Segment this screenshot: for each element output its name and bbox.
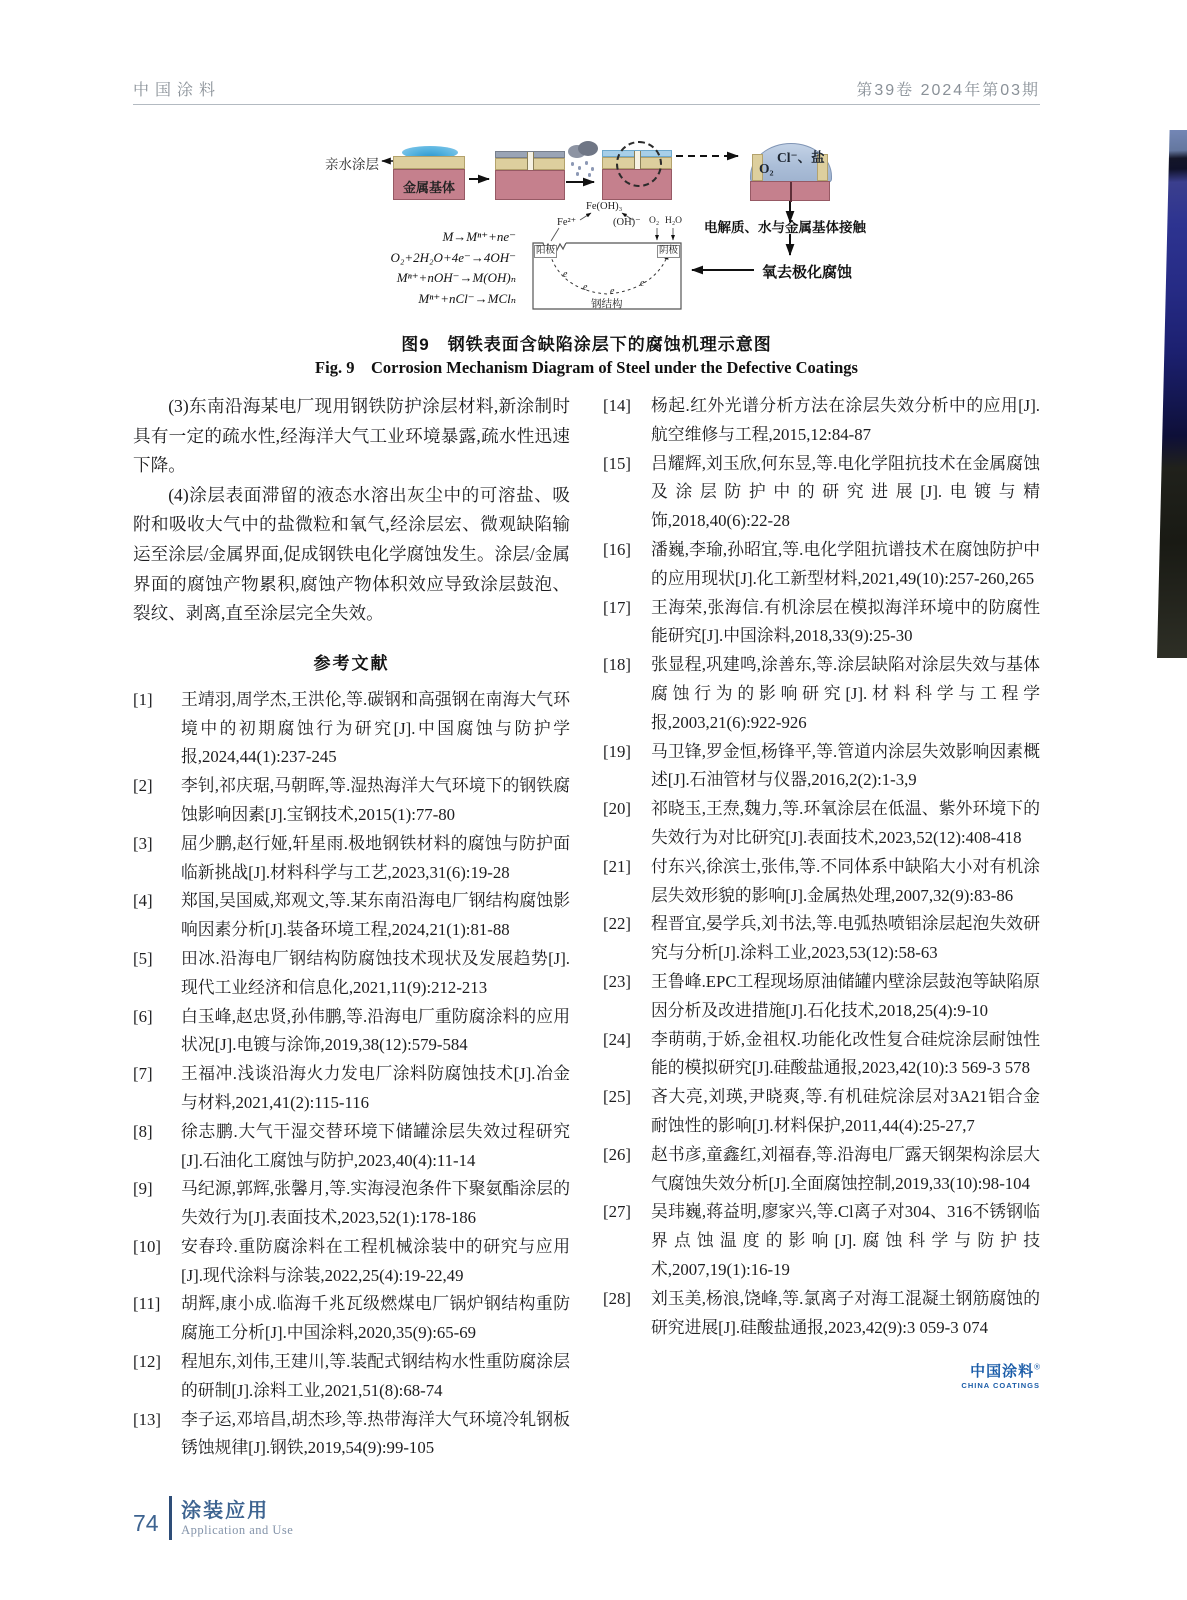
reference-number: [17] xyxy=(603,597,631,617)
reference-text: 张显程,巩建鸣,涂善东,等.涂层缺陷对涂层失效与基体腐蚀行为的影响研究[J].材料科学与工程学报,2003,21(6):922-926 xyxy=(651,655,1040,732)
fe-oh3-label: Fe(OH)₃ xyxy=(586,201,623,212)
right-column xyxy=(603,392,1040,1463)
issue-info: 第39卷 2024年第03期 xyxy=(856,82,1040,99)
reference-text: 胡辉,康小成.临海千兆瓦级燃煤电厂锅炉钢结构重防腐施工分析[J].中国涂料,2020,35(9):65-69 xyxy=(181,1294,570,1343)
fe-ion-label: Fe²⁺ xyxy=(557,217,577,228)
reference-item xyxy=(603,1198,1040,1284)
logo-text-en: CHINA COATINGS xyxy=(961,1381,1040,1391)
reference-number: [9] xyxy=(133,1179,153,1199)
metal-substrate-4 xyxy=(750,181,830,201)
two-column-body xyxy=(133,392,1040,1463)
o2-label: O₂ xyxy=(649,216,660,226)
reference-text: 马纪源,郭辉,张馨月,等.实海浸泡条件下聚氨酯涂层的失效行为[J].表面技术,2023,52(1):178-186 xyxy=(181,1179,570,1228)
reference-number: [16] xyxy=(603,539,631,559)
reference-text: 马卫锋,罗金恒,杨锋平,等.管道内涂层失效影响因素概述[J].石油管材与仪器,2016,2(2):1-3,9 xyxy=(651,741,1040,790)
cathode-label: 阴极 xyxy=(659,246,679,256)
logo-registered-mark: ® xyxy=(1034,1362,1040,1372)
reference-item xyxy=(133,686,570,772)
paragraph-4: (4)涂层表面滞留的液态水溶出灰尘中的可溶盐、吸附和吸收大气中的盐微粒和氧气,经涂层宏、微观缺陷输运至涂层/金属界面,促成钢铁电化学腐蚀发生。涂层/金属界面的腐蚀产物累积,腐蚀产物体积效应导致涂层鼓泡、裂纹、剥离,直至涂层完全失效。 xyxy=(133,484,570,624)
electron-label: e xyxy=(610,286,615,297)
reference-text: 祁晓玉,王焘,魏力,等.环氧涂层在低温、紫外环境下的失效行为对比研究[J].表面技术,2023,52(12):408-418 xyxy=(651,799,1040,847)
reference-number: [24] xyxy=(603,1029,631,1049)
reference-text: 田冰.沿海电厂钢结构防腐蚀技术现状及发展趋势[J].现代工业经济和信息化,2021,11(9):212-213 xyxy=(181,948,570,997)
reference-text: 李钊,祁庆琚,马朝晖,等.湿热海洋大气环境下的钢铁腐蚀影响因素[J].宝钢技术,2015(1):77-80 xyxy=(181,776,570,824)
section-name-en: Application and Use xyxy=(181,1522,294,1537)
reference-text: 潘巍,李瑜,孙昭宜,等.电化学阻抗谱技术在腐蚀防护中的应用现状[J].化工新型材料,2021,49(10):257-260,265 xyxy=(651,539,1040,588)
figure-caption-zh: 图9 钢铁表面含缺陷涂层下的腐蚀机理示意图 xyxy=(401,335,772,354)
figure-9-diagram xyxy=(280,128,880,328)
metal-substrate-1 xyxy=(393,169,465,200)
reference-number: [15] xyxy=(603,453,631,473)
reference-text: 王福冲.浅谈沿海火力发电厂涂料防腐蚀技术[J].冶金与材料,2021,41(2):115-116 xyxy=(181,1064,570,1112)
reference-item xyxy=(133,1290,570,1348)
reference-text: 白玉峰,赵忠贤,孙伟鹏,等.沿海电厂重防腐涂料的应用状况[J].电镀与涂饰,2019,38(12):579-584 xyxy=(181,1006,570,1055)
adjacent-page-photo-edge xyxy=(1157,130,1187,658)
reference-item xyxy=(603,1026,1040,1084)
electron-label: e xyxy=(640,278,645,289)
references-list-left xyxy=(133,686,570,1464)
reference-text: 李萌萌,于娇,金祖权.功能化改性复合硅烷涂层耐蚀性能的模拟研究[J].硅酸盐通报,2023,42(10):3 569-3 578 xyxy=(651,1029,1040,1078)
reference-text: 王鲁峰.EPC工程现场原油储罐内壁涂层鼓泡等缺陷原因分析及改进措施[J].石化技术,2018,25(4):9-10 xyxy=(651,971,1040,1020)
reference-number: [10] xyxy=(133,1236,161,1256)
footer-section xyxy=(181,1499,293,1538)
left-column xyxy=(133,392,570,1463)
reference-text: 吝大亮,刘瑛,尹晓爽,等.有机硅烷涂层对3A21铝合金耐蚀性的影响[J].材料保护,2011,44(4):25-27,7 xyxy=(651,1087,1040,1135)
reference-item xyxy=(603,910,1040,968)
reference-item xyxy=(603,853,1040,911)
coating-crack-2 xyxy=(527,152,534,170)
electron-label: e xyxy=(583,282,588,293)
substrate-crack xyxy=(790,182,792,202)
steel-structure-label: 钢结构 xyxy=(591,299,623,310)
reference-item xyxy=(133,1175,570,1233)
h2o-label: H₂O xyxy=(665,216,683,226)
defect-highlight-circle xyxy=(616,141,662,187)
reference-number: [13] xyxy=(133,1409,161,1429)
reference-item xyxy=(603,738,1040,796)
reference-number: [7] xyxy=(133,1064,153,1084)
reference-number: [3] xyxy=(133,833,153,853)
figure-caption-en: Fig. 9 Corrosion Mechanism Diagram of Steel under the Defective Coatings xyxy=(315,358,858,377)
reference-number: [8] xyxy=(133,1121,153,1141)
electron-label: e xyxy=(563,269,568,280)
section-name-zh: 涂装应用 xyxy=(181,1499,270,1522)
reference-item xyxy=(133,772,570,830)
reference-text: 吴玮巍,蒋益明,廖家兴,等.Cl离子对304、316不锈钢临界点蚀温度的影响[J].腐蚀科学与防护技术,2007,19(1):16-19 xyxy=(651,1202,1040,1279)
reference-item xyxy=(133,1060,570,1118)
anode-label: 阳极 xyxy=(536,246,556,256)
reference-item xyxy=(603,795,1040,853)
reference-text: 郑国,吴国威,郑观文,等.某东南沿海电厂钢结构腐蚀影响因素分析[J].装备环境工程,2024,21(1):81-88 xyxy=(181,891,570,940)
reference-text: 屈少鹏,赵行娅,轩星雨.极地钢铁材料的腐蚀与防护面临新挑战[J].材料科学与工艺,2023,31(6):19-28 xyxy=(181,833,570,882)
reference-text: 李子运,邓培昌,胡杰珍,等.热带海洋大气环境冷轧钢板锈蚀规律[J].钢铁,2019,54(9):99-105 xyxy=(181,1409,570,1458)
reference-text: 安春玲.重防腐涂料在工程机械涂装中的研究与应用[J].现代涂料与涂装,2022,25(4):19-22,49 xyxy=(181,1236,570,1285)
reference-number: [22] xyxy=(603,914,631,934)
metal-substrate-2 xyxy=(495,170,565,200)
coating-layer-1 xyxy=(393,156,465,169)
logo-text-zh: 中国涂料 xyxy=(970,1363,1035,1381)
reference-item xyxy=(133,830,570,888)
equation-3: Mⁿ⁺+nOH⁻→M(OH)ₙ xyxy=(396,270,516,285)
reference-text: 王靖羽,周学杰,王洪伦,等.碳钢和高强钢在南海大气环境中的初期腐蚀行为研究[J].中国腐蚀与防护学报,2024,44(1):237-245 xyxy=(181,689,570,767)
page-footer xyxy=(133,1496,293,1540)
reference-number: [11] xyxy=(133,1294,161,1314)
reference-number: [4] xyxy=(133,891,153,911)
page-header xyxy=(133,76,1040,105)
rain-cloud-icon xyxy=(578,141,598,156)
china-coatings-logo xyxy=(603,1360,1040,1390)
oxygen-depolarization-note: 氧去极化腐蚀 xyxy=(762,265,853,281)
reference-item xyxy=(133,1406,570,1464)
equation-2: O₂+2H₂O+4e⁻→4OH⁻ xyxy=(390,249,516,265)
reference-item xyxy=(603,1285,1040,1343)
reference-number: [14] xyxy=(603,396,631,415)
reference-text: 徐志鹏.大气干湿交替环境下储罐涂层失效过程研究[J].石油化工腐蚀与防护,2023,40(4):11-14 xyxy=(181,1121,570,1170)
reference-text: 吕耀辉,刘玉欣,何东昱,等.电化学阻抗技术在金属腐蚀及涂层防护中的研究进展[J].电镀与精饰,2018,40(6):22-28 xyxy=(651,453,1040,531)
reference-text: 王海荣,张海信.有机涂层在模拟海洋环境中的防腐性能研究[J].中国涂料,2018,33(9):25-30 xyxy=(651,597,1040,646)
reference-text: 杨起.红外光谱分析方法在涂层失效分析中的应用[J].航空维修与工程,2015,12:84-87 xyxy=(651,396,1040,444)
reference-text: 程旭东,刘伟,王建川,等.装配式钢结构水性重防腐涂层的研制[J].涂料工业,2021,51(8):68-74 xyxy=(181,1352,570,1400)
reference-number: [18] xyxy=(603,655,631,675)
reference-item xyxy=(603,594,1040,652)
reference-item xyxy=(603,392,1040,450)
reference-item xyxy=(603,968,1040,1026)
reference-number: [19] xyxy=(603,741,631,761)
equation-4: Mⁿ⁺+nCl⁻→MClₙ xyxy=(418,290,516,306)
reference-number: [26] xyxy=(603,1144,631,1164)
reference-item xyxy=(603,536,1040,594)
reference-text: 赵书彦,童鑫红,刘福春,等.沿海电厂露天钢架构涂层大气腐蚀失效分析[J].全面腐蚀控制,2019,33(10):98-104 xyxy=(651,1144,1040,1193)
oxygen-label: O₂ xyxy=(759,161,774,176)
reference-item xyxy=(603,450,1040,536)
reference-item xyxy=(133,1003,570,1061)
reference-text: 付东兴,徐滨士,张伟,等.不同体系中缺陷大小对有机涂层失效形貌的影响[J].金属热处理,2007,32(9):83-86 xyxy=(651,856,1040,905)
reference-number: [12] xyxy=(133,1352,161,1372)
reference-number: [2] xyxy=(133,776,153,796)
paragraph-3: (3)东南沿海某电厂现用钢铁防护涂层材料,新涂制时具有一定的疏水性,经海洋大气工业环境暴露,疏水性迅速下降。 xyxy=(133,396,570,476)
reference-item xyxy=(133,1118,570,1176)
journal-title: 中国涂料 xyxy=(133,82,222,99)
references-heading: 参考文献 xyxy=(313,653,390,673)
metal-substrate-label: 金属基体 xyxy=(402,180,455,195)
hydrophilic-coating-label: 亲水涂层 xyxy=(325,157,379,172)
reference-number: [21] xyxy=(603,856,631,876)
reference-item xyxy=(603,1083,1040,1141)
reference-number: [27] xyxy=(603,1202,631,1222)
chloride-salt-label: Cl⁻、盐 xyxy=(777,150,825,165)
reference-number: [20] xyxy=(603,799,631,819)
electrolyte-contact-note: 电解质、水与金属基体接触 xyxy=(704,220,866,235)
corrosion-equations xyxy=(366,227,516,309)
reference-item xyxy=(603,1141,1040,1199)
reference-number: [23] xyxy=(603,971,631,991)
reference-item xyxy=(133,1233,570,1291)
page-number: 74 xyxy=(133,1510,159,1536)
references-list-right xyxy=(603,392,1040,1342)
reference-item xyxy=(133,887,570,945)
reference-number: [5] xyxy=(133,948,153,968)
reference-item xyxy=(133,945,570,1003)
reference-item xyxy=(603,651,1040,737)
footer-divider xyxy=(169,1496,173,1540)
reference-number: [1] xyxy=(133,689,153,709)
reference-number: [6] xyxy=(133,1006,153,1026)
hydroxide-label: (OH)⁻ xyxy=(613,217,641,228)
reference-number: [25] xyxy=(603,1087,631,1107)
reference-number: [28] xyxy=(603,1288,631,1308)
reference-item xyxy=(133,1348,570,1406)
reference-text: 程晋宜,晏学兵,刘书法,等.电弧热喷铝涂层起泡失效研究与分析[J].涂料工业,2023,53(12):58-63 xyxy=(651,914,1040,963)
equation-1: M→Mⁿ⁺+ne⁻ xyxy=(442,229,516,244)
reference-text: 刘玉美,杨浪,饶峰,等.氯离子对海工混凝土钢筋腐蚀的研究进展[J].硅酸盐通报,2023,42(9):3 059-3 074 xyxy=(651,1288,1040,1337)
